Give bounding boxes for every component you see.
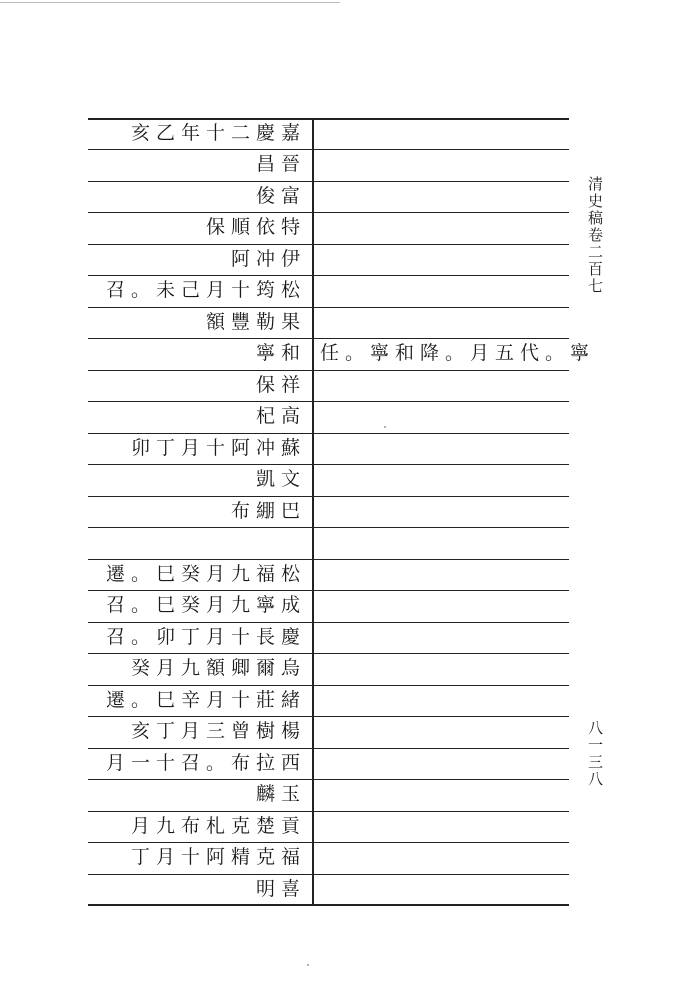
table-row xyxy=(88,811,569,842)
appointment-note-cell xyxy=(320,779,565,810)
appointment-note-cell xyxy=(320,149,565,180)
table-row xyxy=(88,370,569,401)
appointment-note-cell xyxy=(320,275,565,306)
running-head: 清史稿卷二百七 xyxy=(586,176,604,295)
table-row xyxy=(88,433,569,464)
official-name-cell: 額豐勒果 xyxy=(205,311,306,333)
appointment-note-cell xyxy=(320,307,565,338)
table-row xyxy=(88,464,569,495)
official-name-cell: 保順依特 xyxy=(205,216,306,238)
table-row xyxy=(88,338,596,369)
official-name-cell: 保祥 xyxy=(255,374,306,396)
official-name-cell xyxy=(92,527,306,558)
official-name-cell: 召。巳癸月九寧成 xyxy=(105,594,306,616)
official-name-cell: 阿冲伊 xyxy=(230,248,306,270)
appointment-note-cell xyxy=(320,716,565,747)
table-row xyxy=(88,874,569,905)
table-row xyxy=(88,149,569,180)
appointment-note-cell xyxy=(320,464,565,495)
official-name-cell: 亥乙年十二慶嘉 xyxy=(130,122,306,144)
appointment-note-cell xyxy=(320,433,565,464)
table-row xyxy=(88,685,569,716)
appointment-note-cell xyxy=(320,842,565,873)
appointment-note-cell xyxy=(320,370,565,401)
appointment-note-cell xyxy=(320,559,565,590)
table-row xyxy=(88,307,569,338)
appointment-note-cell xyxy=(320,244,565,275)
appointment-note-cell xyxy=(320,811,565,842)
table-row xyxy=(88,779,569,810)
official-name-cell: 遷。巳癸月九福松 xyxy=(105,563,306,585)
official-name-cell: 召。卯丁月十長慶 xyxy=(105,626,306,648)
table-row xyxy=(88,212,569,243)
appointment-note-cell xyxy=(320,685,565,716)
appointment-note-cell xyxy=(320,748,565,779)
table-row xyxy=(88,275,569,306)
appointment-note-cell xyxy=(320,496,565,527)
paper-speck xyxy=(307,964,309,966)
table-row xyxy=(88,653,569,684)
table-row xyxy=(88,401,569,432)
appointment-note-cell xyxy=(320,527,565,558)
appointment-note-cell xyxy=(320,212,565,243)
official-name-cell: 丁月十阿精克福 xyxy=(130,846,306,868)
official-name-cell: 遷。巳辛月十莊緒 xyxy=(105,689,306,711)
official-name-cell: 寧和 xyxy=(255,342,306,364)
appointment-note-cell: 任。寧和降。月五代。寧 xyxy=(320,342,596,364)
official-name-cell: 癸月九額卿爾烏 xyxy=(130,657,306,679)
official-name-cell: 昌晉 xyxy=(255,153,306,175)
page-number: 八一三八 xyxy=(586,720,604,788)
table-row xyxy=(88,118,569,149)
appointment-note-cell xyxy=(320,622,565,653)
table-row xyxy=(88,496,569,527)
official-name-cell: 凱文 xyxy=(255,468,306,490)
official-name-cell: 麟玉 xyxy=(255,783,306,805)
official-name-cell: 月一十召。布拉西 xyxy=(105,752,306,774)
appointment-note-cell xyxy=(320,118,565,149)
official-name-cell: 卯丁月十阿冲蘇 xyxy=(130,437,306,459)
table-row xyxy=(88,559,569,590)
appointment-note-cell xyxy=(320,653,565,684)
table-row xyxy=(88,842,569,873)
top-edge-rule xyxy=(0,2,340,3)
official-name-cell: 布綳巴 xyxy=(230,500,306,522)
official-name-cell: 明喜 xyxy=(255,878,306,900)
appointment-note-cell xyxy=(320,401,565,432)
table-row xyxy=(88,590,569,621)
table-row xyxy=(88,622,569,653)
table-row xyxy=(88,716,569,747)
table-row xyxy=(88,748,569,779)
table-row xyxy=(88,181,569,212)
official-name-cell: 召。未己月十筠松 xyxy=(105,279,306,301)
table-row xyxy=(88,244,569,275)
official-name-cell: 亥丁月三曾樹楊 xyxy=(130,720,306,742)
table-row xyxy=(88,527,569,558)
official-name-cell: 俊富 xyxy=(255,185,306,207)
appointment-note-cell xyxy=(320,874,565,905)
official-name-cell: 月九布札克楚貢 xyxy=(130,815,306,837)
paper-speck xyxy=(384,426,386,428)
appointment-note-cell xyxy=(320,181,565,212)
official-name-cell: 杞高 xyxy=(255,405,306,427)
appointment-note-cell xyxy=(320,590,565,621)
